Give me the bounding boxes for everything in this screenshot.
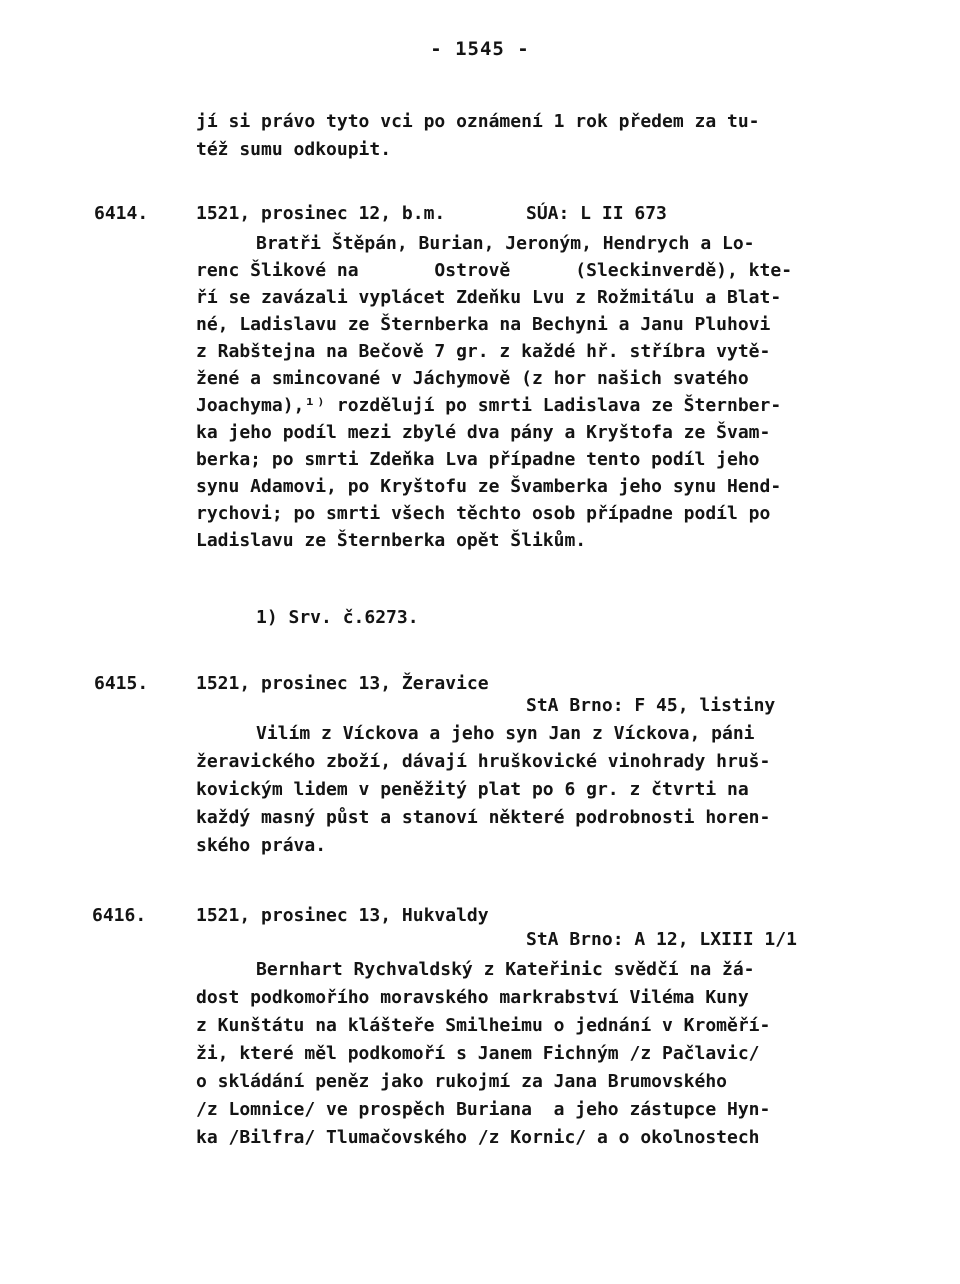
entry-text-line: z Kunštátu na klášteře Smilheimu o jednání v Kroměří- — [196, 1015, 771, 1036]
entry-text-line: ka /Bilfra/ Tlumačovského /z Kornic/ a o okolnostech — [196, 1127, 760, 1148]
entry-text-line: ří se zavázali vyplácet Zdeňku Lvu z Rožmitálu a Blat- — [196, 287, 782, 308]
entry-date-place: 1521, prosinec 13, Hukvaldy — [196, 905, 489, 926]
entry-text-line: každý masný půst a stanoví některé podrobnosti horen- — [196, 807, 771, 828]
entry-text-line: z Rabštejna na Bečově 7 gr. z každé hř. stříbra vytě- — [196, 341, 771, 362]
entry-number: 6416. — [92, 905, 147, 926]
entry-text-line: Vilím z Víckova a jeho syn Jan z Víckova, páni — [256, 723, 755, 744]
entry-text-line: berka; po smrti Zdeňka Lva případne tento podíl jeho — [196, 449, 760, 470]
entry-text-line: dost podkomořího moravského markrabství Viléma Kuny — [196, 987, 749, 1008]
entry-text-line: žeravického zboží, dávají hruškovické vinohrady hruš- — [196, 751, 771, 772]
entry-text-line: synu Adamovi, po Kryštofu ze Švamberka jeho synu Hend- — [196, 476, 782, 497]
entry-text-line: ského práva. — [196, 835, 327, 856]
entry-source: StA Brno: A 12, LXIII 1/1 — [526, 929, 797, 950]
entry-number: 6415. — [94, 673, 149, 694]
entry-text-line: Bratři Štěpán, Burian, Jeroným, Hendrych a Lo- — [256, 233, 755, 254]
entry-text-line: Joachyma),¹⁾ rozdělují po smrti Ladislava ze Šternber- — [196, 395, 782, 416]
entry-number: 6414. — [94, 203, 149, 224]
entry-text-line: rychovi; po smrti všech těchto osob případne podíl po — [196, 503, 771, 524]
entry-text-line: né, Ladislavu ze Šternberka na Bechyni a Janu Pluhovi — [196, 314, 771, 335]
continuation-line: jí si právo tyto vci po oznámení 1 rok předem za tu- — [196, 111, 760, 132]
entry-text-line: Ladislavu ze Šternberka opět Šlikům. — [196, 530, 587, 551]
entry-text-line: kovickým lidem v peněžitý plat po 6 gr. z čtvrti na — [196, 779, 749, 800]
entry-text-line: ka jeho podíl mezi zbylé dva pány a Kryštofa ze Švam- — [196, 422, 771, 443]
footnote: 1) Srv. č.6273. — [256, 607, 419, 628]
entry-text-line: /z Lomnice/ ve prospěch Buriana a jeho zástupce Hyn- — [196, 1099, 771, 1120]
entry-text-line: žené a smincované v Jáchymově (z hor našich svatého — [196, 368, 749, 389]
continuation-line: též sumu odkoupit. — [196, 139, 392, 160]
page-number: - 1545 - — [430, 38, 530, 60]
entry-source: StA Brno: F 45, listiny — [526, 695, 776, 716]
entry-text-line: Bernhart Rychvaldský z Kateřinic svědčí na žá- — [256, 959, 755, 980]
entry-source: SÚA: L II 673 — [526, 203, 667, 224]
entry-text-line: o skládání peněz jako rukojmí za Jana Brumovského — [196, 1071, 728, 1092]
entry-text-line: ži, které měl podkomoří s Janem Fichným /z Pačlavic/ — [196, 1043, 760, 1064]
entry-date-place: 1521, prosinec 12, b.m. — [196, 203, 446, 224]
entry-date-place: 1521, prosinec 13, Žeravice — [196, 673, 489, 694]
entry-text-line: renc Šlikové na Ostrově (Sleckinverdě), kte- — [196, 260, 793, 281]
